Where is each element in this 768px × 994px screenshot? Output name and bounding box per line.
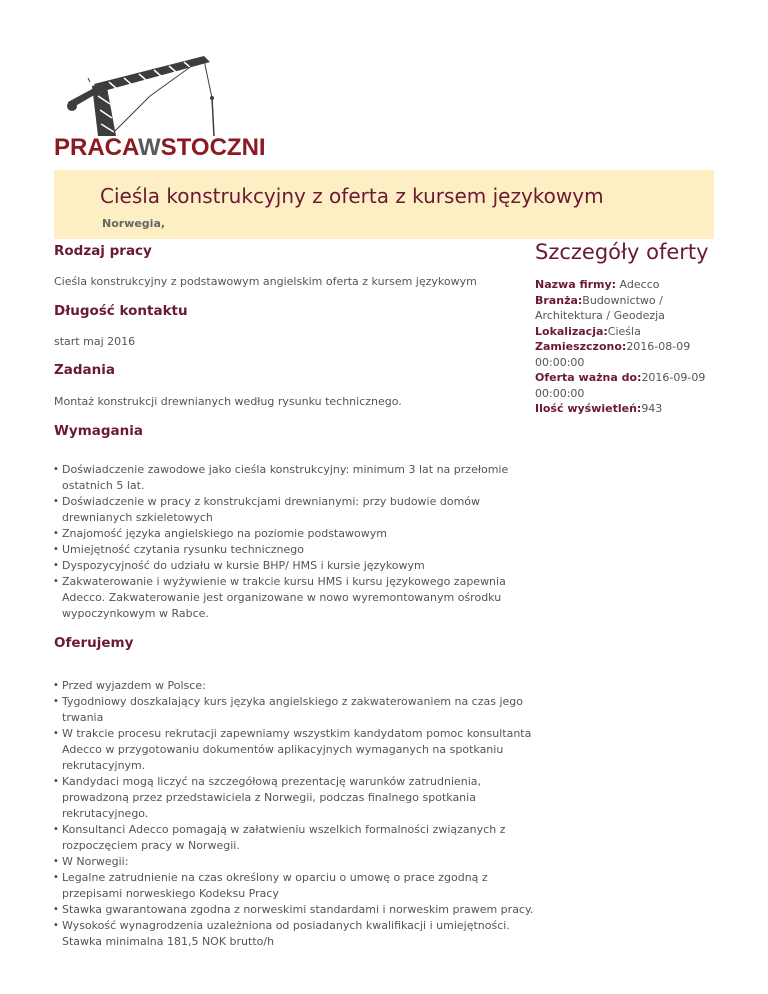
detail-location: Lokalizacja:Cieśla: [535, 324, 641, 338]
detail-industry: Branża:Budownictwo / Architektura / Geodezja: [535, 293, 665, 322]
section-text-rodzaj: Cieśla konstrukcyjny z podstawowym angielskim oferta z kursem językowym: [54, 275, 477, 288]
crane-icon: [54, 52, 244, 136]
list-item: • Stawka gwarantowana zgodna z norweskimi standardami i norweskim prawem pracy.: [54, 902, 536, 918]
list-item: • Umiejętność czytania rysunku technicznego: [54, 542, 536, 558]
section-heading-dlugosc: Długość kontaktu: [54, 303, 188, 319]
details-list: [535, 277, 715, 417]
list-item: • Legalne zatrudnienie na czas określony w oparciu o umowę o prace zgodną z przepisami norweskiego Kodeksu Pracy: [54, 870, 536, 902]
list-item: • Konsultanci Adecco pomagają w załatwieniu wszelkich formalności związanych z rozpoczęciem pracy w Norwegii.: [54, 822, 536, 854]
job-title: Cieśla konstrukcyjny z oferta z kursem językowym: [100, 184, 604, 208]
section-heading-zadania: Zadania: [54, 362, 116, 378]
section-text-zadania: Montaż konstrukcji drewnianych według rysunku technicznego.: [54, 395, 402, 408]
section-text-dlugosc: start maj 2016: [54, 335, 136, 348]
requirements-list: [54, 462, 536, 622]
sidebar-heading: Szczegóły oferty: [535, 240, 709, 264]
site-logo[interactable]: [54, 52, 266, 161]
detail-posted: Zamieszczono:2016-08-09 00:00:00: [535, 340, 691, 369]
logo-wordmark: PRACAWSTOCZNI: [54, 134, 266, 161]
list-item: • Doświadczenie w pracy z konstrukcjami drewnianymi: przy budowie domów drewnianych szkieletowych: [54, 494, 536, 526]
offer-list: [54, 678, 536, 950]
list-item: • Znajomość języka angielskiego na poziomie podstawowym: [54, 526, 536, 542]
list-item: • Tygodniowy doszkalający kurs języka angielskiego z zakwaterowaniem na czas jego trwania: [54, 694, 536, 726]
list-item: • Wysokość wynagrodzenia uzależniona od posiadanych kwalifikacji i umiejętności. Stawka minimalna 181,5 NOK brutto/h: [54, 918, 536, 950]
section-heading-wymagania: Wymagania: [54, 423, 143, 439]
detail-valid-until: Oferta ważna do:2016-09-09 00:00:00: [535, 371, 706, 400]
list-item: • Dyspozycyjność do udziału w kursie BHP/ HMS i kursie językowym: [54, 558, 536, 574]
section-heading-oferujemy: Oferujemy: [54, 635, 134, 651]
list-item: • Kandydaci mogą liczyć na szczegółową prezentację warunków zatrudnienia, prowadzoną przez przedstawiciela z Norwegii, podczas finalnego spotkania rekrutacyjnego.: [54, 774, 536, 822]
list-item: • W Norwegii:: [54, 854, 536, 870]
list-item: • Zakwaterowanie i wyżywienie w trakcie kursu HMS i kursu językowego zapewnia Adecco. Zakwaterowanie jest organizowane w nowo wyremontowanym ośrodku wypoczynkowym w Rabce.: [54, 574, 536, 622]
section-heading-rodzaj: Rodzaj pracy: [54, 243, 152, 259]
list-item: • Przed wyjazdem w Polsce:: [54, 678, 536, 694]
detail-views: Ilość wyświetleń:943: [535, 402, 663, 415]
list-item: • Doświadczenie zawodowe jako cieśla konstrukcyjny: minimum 3 lat na przełomie ostatnich 5 lat.: [54, 462, 536, 494]
job-location: Norwegia,: [102, 217, 166, 230]
detail-company: Nazwa firmy: Adecco: [535, 278, 660, 291]
job-title-banner: [54, 170, 714, 239]
list-item: • W trakcie procesu rekrutacji zapewniamy wszystkim kandydatom pomoc konsultanta Adecco w przygotowaniu dokumentów aplikacyjnych wymaganych na spotkaniu rekrutacyjnym.: [54, 726, 536, 774]
